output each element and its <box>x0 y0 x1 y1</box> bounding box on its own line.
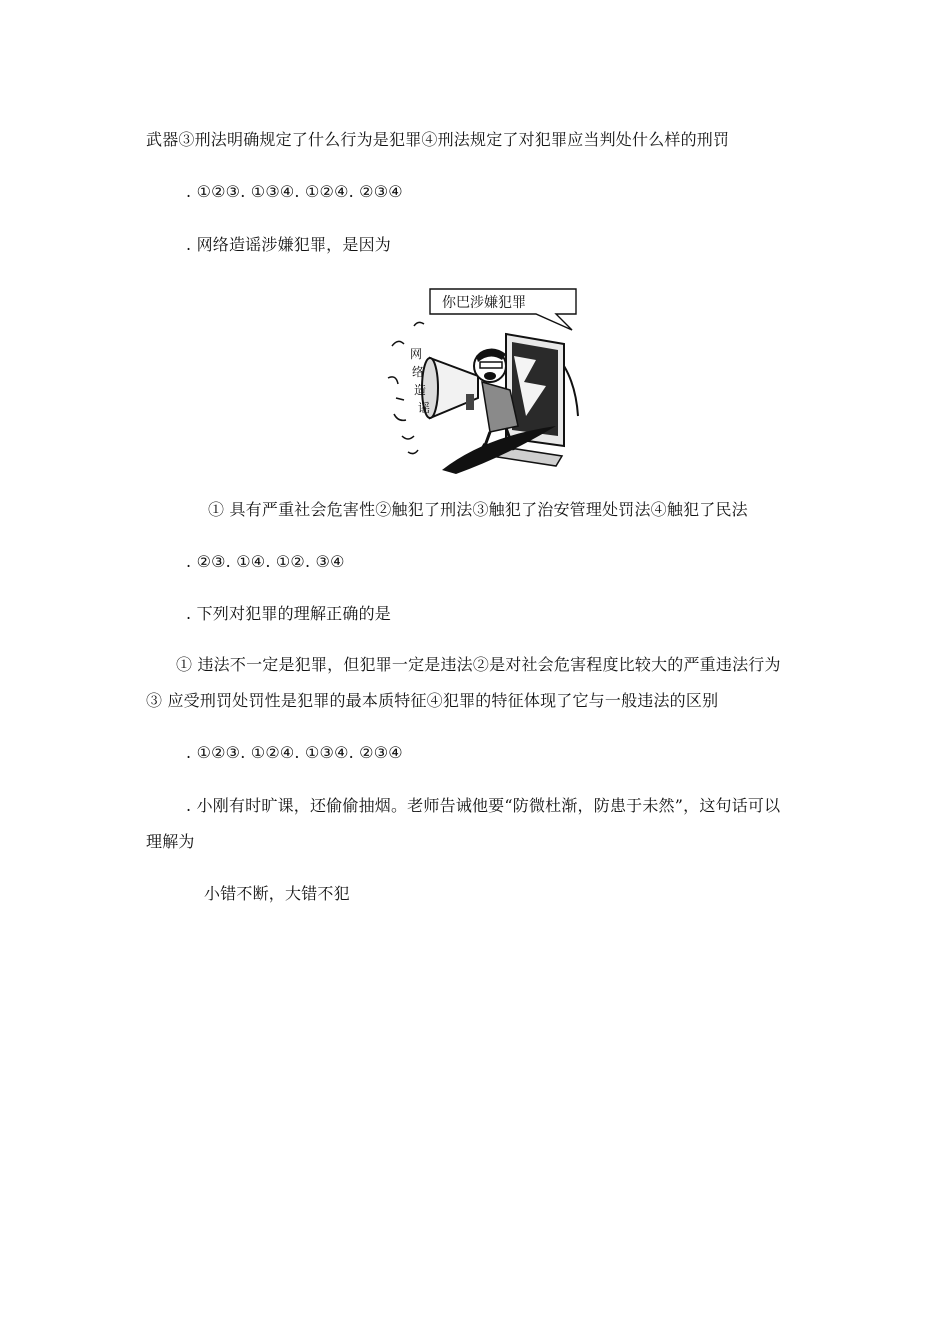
question-stem: . 小刚有时旷课，还偷偷抽烟。老师告诫他要“防微杜渐，防患于未然”，这句话可以 <box>186 796 781 815</box>
side-char-2: 络 <box>412 365 425 379</box>
answer-options: . ②③. ①④. ①②. ③④ <box>186 552 345 571</box>
question-stem: . 下列对犯罪的理解正确的是 <box>186 604 391 623</box>
side-char-1: 网 <box>410 347 423 361</box>
statement-options: ① 具有严重社会危害性②触犯了刑法③触犯了治安管理处罚法④触犯了民法 <box>208 500 748 519</box>
statement-options: ① 违法不一定是犯罪，但犯罪一定是违法②是对社会危害程度比较大的严重违法行为 <box>176 655 781 674</box>
question-stem: . 网络造谣涉嫌犯罪，是因为 <box>186 235 391 254</box>
side-char-4: 谣 <box>418 401 431 415</box>
megaphone-illustration <box>422 358 478 418</box>
side-char-3: 造 <box>414 383 427 397</box>
statement-options: ③ 应受刑罚处罚性是犯罪的最本质特征④犯罪的特征体现了它与一般违法的区别 <box>146 691 719 710</box>
answer-option-text: 小错不断，大错不犯 <box>204 884 350 903</box>
question-stem-continued: 理解为 <box>146 832 195 851</box>
cartoon-image <box>386 286 582 476</box>
answer-options: . ①②③. ①②④. ①③④. ②③④ <box>186 743 403 762</box>
shadow-shape <box>442 426 556 474</box>
question-text-line: 武器③刑法明确规定了什么行为是犯罪④刑法规定了对犯罪应当判处什么样的刑罚 <box>146 130 730 149</box>
speech-bubble-text: 你巴涉嫌犯罪 <box>442 295 526 311</box>
answer-options: . ①②③. ①③④. ①②④. ②③④ <box>186 182 403 201</box>
